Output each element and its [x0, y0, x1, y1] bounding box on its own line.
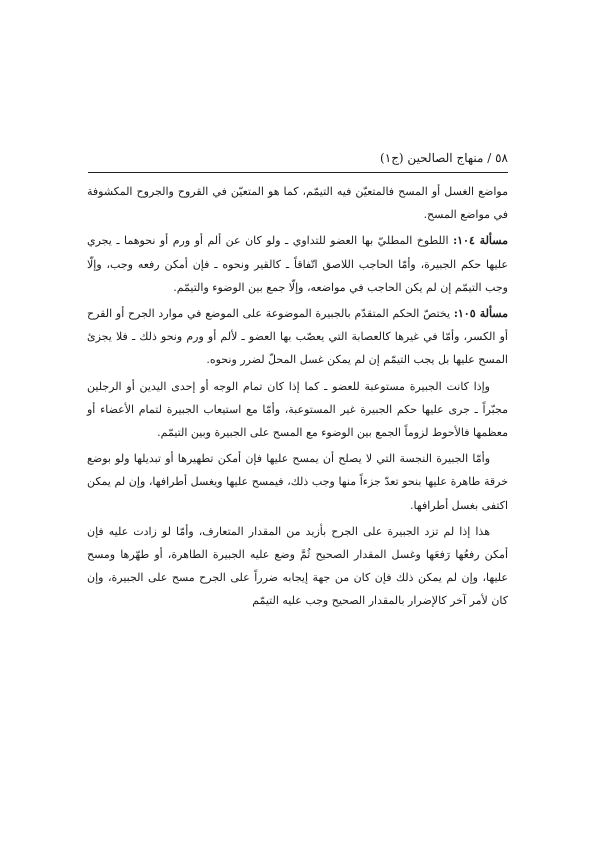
paragraph-1: [87, 180, 508, 226]
paragraph-issue-104: [87, 229, 508, 299]
paragraph-text: هذا إذا لم تزد الجبيرة على الجرح بأزيد من المقدار المتعارف، وأمّا لو زادت عليه فإن أمكن رفعُها رَفعَها وغسل المقدار الصحيح ثُمَّ وضع عليه الجبيرة الطاهرة، أو طهّرها ومسح عليها، وإن لم يمكن ذلك فإن كان من جهة إيجابه ضرراً على الجرح مسح على الجبيرة، وإن كان لأمر آخر كالإضرار بالمقدار الصحيح وجب عليه التيمّم: [87, 524, 508, 608]
paragraph-text: وإذا كانت الجبيرة مستوعبة للعضو ـ كما إذا كان تمام الوجه أو إحدى اليدين أو الرجلين مجبّراً ـ جرى عليها حكم الجبيرة غير المستوعبة، وأمّا مع استيعاب الجبيرة لتمام الأعضاء أو معظمها فالأحوط لزوماً الجمع بين الوضوء مع المسح على الجبيرة وبين التيمّم.: [87, 379, 508, 440]
paragraph-text: مواضع الغسل أو المسح فالمتعيّن فيه التيمّم، كما هو المتعيّن في القروح والجروح المكشوفة في مواضع المسح.: [87, 185, 508, 222]
paragraph-issue-105: [87, 302, 508, 372]
paragraph-5: [87, 447, 508, 517]
issue-label: مسألة ١٠٥:: [453, 307, 508, 321]
paragraph-text: يختصّ الحكم المتقدّم بالجبيرة الموضوعة على الموضع في موارد الجرح أو القرح أو الكسر، وأمّا في غيرها كالعصابة التي يعصّب بها العضو ـ لألم أو ورم ونحو ذلك ـ فلا يجزئ المسح عليها بل يجب التيمّم إن لم يمكن غسل المحلّ لضرر ونحوه.: [87, 307, 508, 367]
issue-label: مسألة ١٠٤:: [453, 234, 508, 248]
page-body: [87, 180, 508, 616]
paragraph-6: [87, 520, 508, 613]
paragraph-text: وأمّا الجبيرة النجسة التي لا يصلح أن يمسح عليها فإن أمكن تطهيرها أو تبديلها ولو بوضع خرقة طاهرة عليها بنحو تعدّ جزءاً منها وجب ذلك، فيمسح عليها ويغسل أطرافها، وإن لم يمكن اكتفى بغسل أطرافها.: [87, 452, 508, 512]
header-rule: [88, 172, 508, 173]
paragraph-4: [87, 375, 508, 445]
paragraph-text: اللطوخ المطليّ بها العضو للتداوي ـ ولو كان عن ألم أو ورم أو نحوهما ـ يجري عليها حكم الجبيرة، وأمّا الحاجب اللاصق اتّفاقاً ـ كالقير ونحوه ـ فإن أمكن رفعه وجب، وإلّا وجب التيمّم إن لم يكن الحاجب في مواضعه، وإلّا جمع بين الوضوء والتيمّم.: [87, 234, 508, 294]
running-header: ٥٨ / منهاج الصالحين (ج١): [380, 151, 508, 165]
